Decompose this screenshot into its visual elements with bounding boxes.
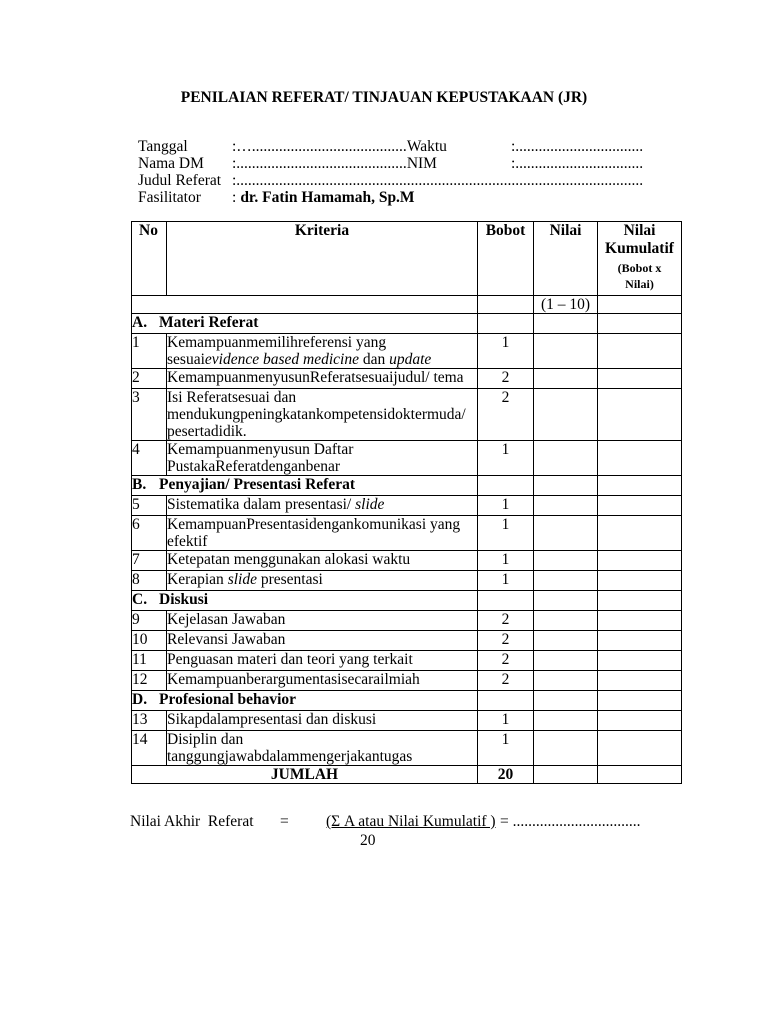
criterion-text [167, 731, 478, 766]
criterion-segment: mendukungpeningkatankompetensidoktermuda/ [167, 406, 466, 423]
criterion-segment: efektif [167, 533, 208, 550]
criterion-segment: Kemampuanmemilihreferensi yang [167, 334, 387, 351]
nilai-cell [534, 591, 598, 611]
total-bobot: 20 [478, 766, 534, 784]
criterion-number: 13 [132, 711, 167, 731]
nama-dm-dots: :............................................ [232, 155, 407, 172]
section-title: Penyajian/ Presentasi Referat [159, 476, 355, 493]
nilai-kumulatif-cell [598, 691, 682, 711]
nilai-cell [534, 496, 598, 516]
criterion-number: 2 [132, 369, 167, 389]
nama-dm-label: Nama DM [138, 155, 204, 172]
bobot-value: 2 [478, 651, 534, 671]
bobot-value: 2 [478, 389, 534, 441]
criterion-segment: Kerapian [167, 571, 228, 588]
criterion-line [167, 611, 477, 628]
document-title: PENILAIAN REFERAT/ TINJAUAN KEPUSTAKAAN (JR) [180, 89, 588, 106]
criterion-text [167, 389, 478, 441]
nilai-kumulatif-cell [598, 711, 682, 731]
criterion-segment: sesuai [167, 351, 205, 368]
criterion-row [132, 651, 682, 671]
total-nilai-cell [534, 766, 598, 784]
criterion-line [167, 334, 477, 351]
info-row-tanggal [138, 138, 678, 155]
criterion-segment: Kejelasan Jawaban [167, 611, 286, 628]
header-nilai-kumulatif [598, 222, 682, 296]
judul-referat-label: Judul Referat [138, 172, 222, 189]
bobot-value: 2 [478, 611, 534, 631]
final-score-numerator: (Σ A atau Nilai Kumulatif ) [326, 813, 496, 830]
bobot-value: 1 [478, 334, 534, 369]
bobot-value: 2 [478, 631, 534, 651]
criterion-segment: Sikapdalampresentasi dan diskusi [167, 711, 377, 728]
criterion-number: 4 [132, 441, 167, 476]
scale-row-kumulatif-blank [598, 296, 682, 314]
nilai-kumulatif-cell [598, 334, 682, 369]
criterion-row [132, 516, 682, 551]
total-kumulatif-cell [598, 766, 682, 784]
criterion-line [167, 533, 477, 550]
bobot-value: 2 [478, 671, 534, 691]
nilai-cell [534, 441, 598, 476]
nilai-kumulatif-cell [598, 516, 682, 551]
criterion-line [167, 551, 477, 568]
criterion-segment: Ketepatan menggunakan alokasi waktu [167, 551, 411, 568]
final-score-equals: = [280, 813, 289, 830]
criterion-line [167, 571, 477, 588]
nim-label: NIM [406, 155, 437, 172]
criterion-row [132, 671, 682, 691]
info-row-nama-dm [138, 155, 678, 172]
final-score-denominator: 20 [360, 832, 376, 849]
header-kumulatif-note1: (Bobot x [617, 261, 662, 275]
nilai-kumulatif-cell [598, 441, 682, 476]
section-title: Materi Referat [159, 314, 259, 331]
criterion-italic-term: slide [355, 496, 385, 513]
criterion-line [167, 423, 477, 440]
criterion-line [167, 711, 477, 728]
criterion-line [167, 389, 477, 406]
nilai-kumulatif-cell [598, 389, 682, 441]
scale-row-blank [132, 296, 478, 314]
criterion-text [167, 334, 478, 369]
bobot-cell [478, 691, 534, 711]
criterion-segment: KemampuanPresentasidengankomunikasi yang [167, 516, 461, 533]
criterion-line [167, 671, 477, 688]
final-score-label: Nilai Akhir Referat [130, 813, 254, 830]
criterion-segment: KemampuanmenyusunReferatsesuaijudul/ tema [167, 369, 464, 386]
bobot-value: 1 [478, 441, 534, 476]
nilai-cell [534, 551, 598, 571]
criterion-number: 5 [132, 496, 167, 516]
bobot-value: 1 [478, 516, 534, 551]
criterion-segment: pesertadidik. [167, 423, 247, 440]
header-kriteria: Kriteria [167, 222, 478, 296]
info-row-fasilitator [138, 189, 678, 206]
bobot-value: 1 [478, 496, 534, 516]
scale-row-bobot-blank [478, 296, 534, 314]
criterion-text [167, 496, 478, 516]
nilai-cell [534, 651, 598, 671]
final-score-result: = ................................. [500, 813, 641, 830]
bobot-value: 1 [478, 551, 534, 571]
criterion-segment: dan [358, 351, 390, 368]
nilai-cell [534, 571, 598, 591]
criterion-text [167, 369, 478, 389]
criterion-line [167, 651, 477, 668]
criterion-line [167, 631, 477, 648]
total-label: JUMLAH [132, 766, 478, 784]
nilai-cell [534, 631, 598, 651]
nilai-cell [534, 476, 598, 496]
criterion-line [167, 748, 477, 765]
criterion-row [132, 731, 682, 766]
header-kumulatif-line2: Kumulatif [605, 240, 674, 257]
section-row [132, 691, 682, 711]
nilai-cell [534, 731, 598, 766]
nilai-kumulatif-cell [598, 314, 682, 334]
section-letter: B. [132, 476, 147, 493]
fasilitator-name: dr. Fatin Hamamah, Sp.M [240, 189, 415, 206]
header-no: No [132, 222, 167, 296]
bobot-cell [478, 476, 534, 496]
tanggal-label: Tanggal [138, 138, 188, 155]
section-title-cell [132, 591, 478, 611]
criterion-number: 10 [132, 631, 167, 651]
criterion-row [132, 571, 682, 591]
criterion-row [132, 711, 682, 731]
criterion-number: 11 [132, 651, 167, 671]
header-kumulatif-line1: Nilai [623, 222, 656, 239]
criterion-row [132, 551, 682, 571]
waktu-field: :................................. [511, 138, 644, 155]
criterion-row [132, 334, 682, 369]
nilai-kumulatif-cell [598, 611, 682, 631]
section-letter: A. [132, 314, 148, 331]
tanggal-field [232, 138, 447, 155]
criterion-segment: Disiplin dan [167, 731, 244, 748]
criterion-number: 8 [132, 571, 167, 591]
section-row [132, 591, 682, 611]
assessment-table-body [132, 222, 682, 784]
criterion-text [167, 571, 478, 591]
bobot-value: 1 [478, 731, 534, 766]
nilai-kumulatif-cell [598, 476, 682, 496]
criterion-segment: Isi Referatsesuai dan [167, 389, 297, 406]
criterion-line [167, 516, 477, 533]
assessment-table [131, 221, 682, 784]
nilai-kumulatif-cell [598, 631, 682, 651]
criterion-row [132, 496, 682, 516]
criterion-row [132, 389, 682, 441]
nilai-kumulatif-cell [598, 651, 682, 671]
nilai-kumulatif-cell [598, 369, 682, 389]
nilai-cell [534, 389, 598, 441]
nilai-cell [534, 711, 598, 731]
tanggal-dots: :…........................................ [232, 138, 407, 155]
nilai-cell [534, 369, 598, 389]
criterion-text [167, 711, 478, 731]
header-nilai: Nilai [534, 222, 598, 296]
criterion-line [167, 406, 477, 423]
fasilitator-field [232, 189, 415, 206]
nilai-kumulatif-cell [598, 571, 682, 591]
criterion-text [167, 441, 478, 476]
judul-referat-field: :......................................................................................................... [232, 172, 644, 189]
criterion-number: 9 [132, 611, 167, 631]
criterion-italic-term: evidence based medicine [204, 351, 359, 368]
criterion-number: 1 [132, 334, 167, 369]
criterion-text [167, 516, 478, 551]
criterion-text [167, 631, 478, 651]
section-row [132, 314, 682, 334]
section-title: Profesional behavior [159, 691, 297, 708]
criterion-segment: Relevansi Jawaban [167, 631, 286, 648]
criterion-row [132, 631, 682, 651]
criterion-text [167, 671, 478, 691]
criterion-italic-term: update [389, 351, 432, 368]
criterion-row [132, 611, 682, 631]
bobot-cell [478, 314, 534, 334]
criterion-text [167, 651, 478, 671]
nama-dm-field [232, 155, 437, 172]
bobot-cell [478, 591, 534, 611]
table-header-row [132, 222, 682, 296]
nim-field: :................................. [511, 155, 644, 172]
section-title-cell [132, 476, 478, 496]
section-letter: C. [132, 591, 148, 608]
header-bobot: Bobot [478, 222, 534, 296]
criterion-segment: presentasi [256, 571, 323, 588]
criterion-number: 3 [132, 389, 167, 441]
criterion-row [132, 369, 682, 389]
nilai-cell [534, 611, 598, 631]
criterion-number: 12 [132, 671, 167, 691]
bobot-value: 1 [478, 711, 534, 731]
fasilitator-colon: : [232, 189, 237, 206]
criterion-line [167, 441, 477, 458]
bobot-value: 1 [478, 571, 534, 591]
nilai-cell [534, 671, 598, 691]
nilai-kumulatif-cell [598, 671, 682, 691]
criterion-text [167, 611, 478, 631]
criterion-line [167, 731, 477, 748]
nilai-scale: (1 – 10) [534, 296, 598, 314]
header-kumulatif-note2: Nilai) [625, 277, 654, 291]
criterion-line [167, 458, 477, 475]
info-row-judul [138, 172, 678, 189]
criterion-line [167, 351, 477, 368]
bobot-value: 2 [478, 369, 534, 389]
criterion-row [132, 441, 682, 476]
criterion-number: 7 [132, 551, 167, 571]
nilai-cell [534, 691, 598, 711]
criterion-segment: tanggungjawabdalammengerjakantugas [167, 748, 413, 765]
section-row [132, 476, 682, 496]
nilai-cell [534, 516, 598, 551]
nilai-cell [534, 314, 598, 334]
nilai-kumulatif-cell [598, 731, 682, 766]
criterion-segment: Penguasan materi dan teori yang terkait [167, 651, 413, 668]
criterion-segment: Sistematika dalam presentasi/ [167, 496, 356, 513]
criterion-number: 6 [132, 516, 167, 551]
criterion-line [167, 496, 477, 513]
nilai-kumulatif-cell [598, 591, 682, 611]
section-title: Diskusi [159, 591, 209, 608]
criterion-text [167, 551, 478, 571]
waktu-label: Waktu [406, 138, 447, 155]
fasilitator-label: Fasilitator [138, 189, 201, 206]
criterion-italic-term: slide [227, 571, 257, 588]
total-row [132, 766, 682, 784]
criterion-number: 14 [132, 731, 167, 766]
criterion-segment: Kemampuanberargumentasisecarailmiah [167, 671, 420, 688]
scale-row [132, 296, 682, 314]
nilai-kumulatif-cell [598, 551, 682, 571]
section-letter: D. [132, 691, 148, 708]
nilai-cell [534, 334, 598, 369]
criterion-segment: PustakaReferatdenganbenar [167, 458, 341, 475]
section-title-cell [132, 314, 478, 334]
criterion-line [167, 369, 477, 386]
nilai-kumulatif-cell [598, 496, 682, 516]
section-title-cell [132, 691, 478, 711]
criterion-segment: Kemampuanmenyusun Daftar [167, 441, 354, 458]
